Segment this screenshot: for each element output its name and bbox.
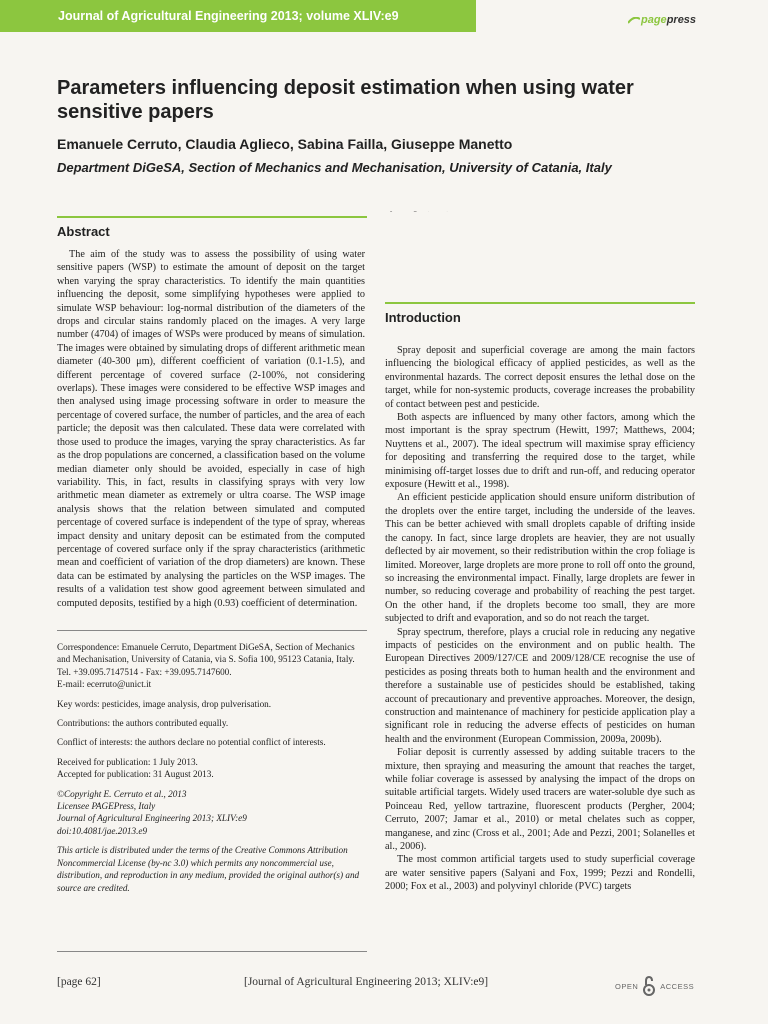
correspondence-email[interactable]: E-mail: ecerruto@unict.it bbox=[57, 679, 152, 690]
abstract-text-continued bbox=[385, 211, 695, 213]
abstract-heading: Abstract bbox=[57, 224, 110, 239]
introduction-rule bbox=[385, 302, 695, 304]
license-text: This article is distributed under the terms of the Creative Commons Attribution Noncommercial License (by-nc 3.0) which permits any noncommercial use, distribution, and reproduction in any medium, provided the original author(s) and source are credited. bbox=[57, 845, 360, 893]
oa-open-label: OPEN bbox=[615, 981, 639, 991]
article-affiliation: Department DiGeSA, Section of Mechanics and Mechanisation, University of Catania, Italy bbox=[57, 160, 612, 175]
introduction-heading: Introduction bbox=[385, 310, 461, 325]
accepted-date: Accepted for publication: 31 August 2013. bbox=[57, 769, 214, 780]
pagepress-logo[interactable] bbox=[628, 14, 696, 26]
article-authors: Emanuele Cerruto, Claudia Aglieco, Sabina Failla, Giuseppe Manetto bbox=[57, 136, 513, 152]
licensee: Licensee PAGEPress, Italy bbox=[57, 801, 156, 812]
intro-paragraph-3: An efficient pesticide application should ensure uniform distribution of the droplets over the entire target, including the underside of the leaves. This can be better achieved with small droplets capable of drifting inside the canopy. In fact, since large droplets are heavier, they are not usually deflected by air movement, so their redistribution within the crop foliage is limited. Moreover, large droplets are more prone to roll off onto the ground, so increasing the environmental impact. Finally, large droplets are fewer in number, so reducing coverage and probability of reaching the pest target. On the other hand, if the droplets become too small, they are more subjected to drift and evaporation, and so do not reach the target. bbox=[385, 492, 695, 625]
correspondence-phone: Tel. +39.095.7147514 - Fax: +39.095.7147600. bbox=[57, 666, 232, 677]
abstract-rule bbox=[57, 216, 367, 218]
intro-paragraph-4: Spray spectrum, therefore, plays a crucial role in reducing any negative impacts of pesticides on the environment and on public health. The European Directives 2009/127/CE and 2009/128/CE recognise the use of pesticides as posing threats both to human health and the environment and therefore a sustainable use of pesticides should be established, taking account of precautionary and preventive approaches. Moreover, the design, construction and maintenance of machinery for pesticide application play a significant role in reducing the adverse effects of pesticides on human health and the environment (European Commission, 2009a, 2009b). bbox=[385, 626, 695, 745]
abstract-text: The aim of the study was to assess the possibility of using water sensitive papers (WSP) to estimate the amount of deposit on the target when varying the spray characteristics. To identify the main quantities influencing the deposit, some simplifying hypotheses were applied to simulate WSP behaviour: log-normal distribution of the diameters of the drops and circular stains randomly placed on the images. A very large number (4704) of images of WSPs were produced by means of simulation. The images were obtained by simulating drops of different arithmetic mean diameter (40-300 μm), different coefficient of variation (0.1-1.5), and different percentage of covered surface (2-100%, not considering overlaps). These images were considered to be effective WSP images and then analysed using image processing software in order to measure the percentage of covered surface, the number of particles, and the area of each particle; the deposit was then calculated. These data were correlated with those used to produce the images, varying the spray characteristics. As far as the drop populations are concerned, a classification based on the volume median diameter only should be avoided, especially in case of high variability. This, in fact, results in classifying sprays with very low arithmetic mean diameter as extremely or ultra coarse. The WSP image analysis shows that the relation between simulated and computed percentage of covered surface is independent of the type of spray, whereas impact density and unitary deposit can be estimated from the computed percentage of covered surface only if the spray characteristics (arithmetic mean and coefficient of variation of the drop diameters) are known. These data can be estimated by analysing the particles on the WSP images. The results of a validation test show good agreement between simulated and computed deposits, testified by a high (0.93) coefficient of determination. bbox=[57, 249, 365, 608]
doi[interactable]: doi:10.4081/jae.2013.e9 bbox=[57, 825, 148, 836]
open-access-badge[interactable] bbox=[615, 975, 694, 997]
publication-dates bbox=[57, 756, 367, 781]
copyright-block bbox=[57, 788, 367, 838]
copyright: ©Copyright E. Cerruto et al., 2013 bbox=[57, 788, 187, 799]
intro-paragraph-1: Spray deposit and superficial coverage are among the main factors influencing the biological efficacy of applied pesticides, as well as the environmental hazards. The correct deposit ensures the lethal dose on the target, while for non-systemic products, coverage increases the probability of contact between pest and pesticide. bbox=[385, 345, 695, 410]
journal-banner-text: Journal of Agricultural Engineering 2013; volume XLIV:e9 bbox=[58, 9, 399, 23]
correspondence-box bbox=[57, 630, 367, 952]
conflict-of-interests: Conflict of interests: the authors declare no potential conflict of interests. bbox=[57, 737, 326, 748]
journal-reference: Journal of Agricultural Engineering 2013; XLIV:e9 bbox=[57, 813, 247, 824]
received-date: Received for publication: 1 July 2013. bbox=[57, 756, 198, 767]
footer-journal: [Journal of Agricultural Engineering 2013; XLIV:e9] bbox=[244, 976, 489, 988]
footer-page-number: [page 62] bbox=[57, 976, 101, 988]
correspondence-address-text: Correspondence: Emanuele Cerruto, Department DiGeSA, Section of Mechanics and Mechanisation, University of Catania, via S. Sofia 100, 95123 Catania, Italy. bbox=[57, 642, 355, 665]
intro-paragraph-5: Foliar deposit is currently assessed by adding suitable tracers to the mixture, then spraying and measuring the amount that reaches the target, while foliar coverage is assessed by analysing the impact of the drops on suitable artificial targets. Widely used tracers are water-soluble dye such as Poinceau Red, yellow tartrazine, fluorescent products (Pergher, 2004; Cerruto, 2007; Jamar et al., 2010) or metal chelates such as copper, manganese, and zinc (Cross et al., 2001; Ade and Pezzi, 2001; Solanelles et al., 2006). bbox=[385, 747, 695, 853]
keywords: Key words: pesticides, image analysis, drop pulverisation. bbox=[57, 698, 272, 709]
pagepress-swoosh-icon bbox=[628, 17, 640, 24]
intro-paragraph-6: The most common artificial targets used to study superficial coverage are water sensitive papers (Salyani and Fox, 1999; Pezzi and Rondelli, 2000; Fox et al., 2003) and polyvinyl chloride (PVC) targets bbox=[385, 854, 695, 893]
contributions: Contributions: the authors contributed equally. bbox=[57, 718, 229, 729]
logo-text-press: press bbox=[666, 14, 697, 26]
journal-banner bbox=[0, 0, 476, 32]
abstract-column-right bbox=[385, 211, 695, 269]
logo-text-page: page bbox=[641, 14, 667, 26]
introduction-body bbox=[385, 344, 695, 959]
correspondence-address bbox=[57, 641, 367, 691]
intro-paragraph-2: Both aspects are influenced by many other factors, among which the most important is the spray spectrum (Hewitt, 1997; Matthews, 2004; Nuyttens et al., 2007). The ideal spectrum will maximise spray efficiency for depositing and transferring the required dose to the target, while minimising off-target losses due to drift and run-off, and reducing operator exposure (Hewitt et al., 1998). bbox=[385, 412, 695, 491]
open-access-lock-icon bbox=[641, 975, 657, 997]
oa-access-label: ACCESS bbox=[660, 981, 695, 991]
article-title: Parameters influencing deposit estimation when using water sensitive papers bbox=[57, 77, 634, 123]
abstract-column-left bbox=[57, 248, 365, 608]
